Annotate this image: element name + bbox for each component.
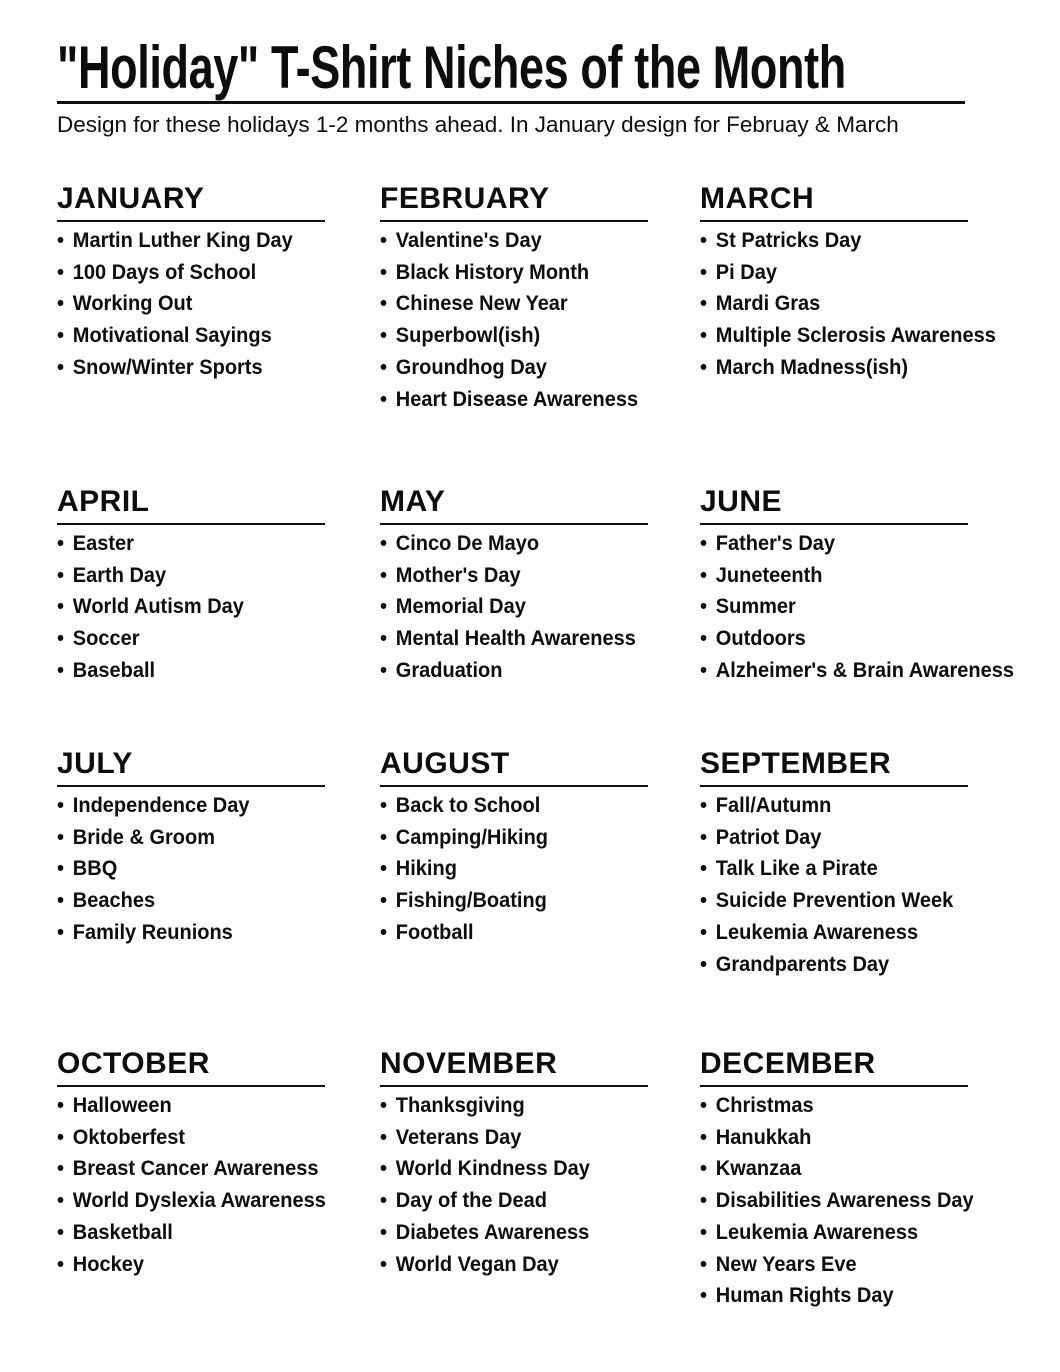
month-heading: JUNE [700, 487, 968, 525]
list-item: • Halloween [57, 1090, 357, 1122]
month-section-march [700, 184, 1030, 415]
month-list [380, 528, 700, 687]
list-item: • St Patricks Day [700, 225, 1007, 257]
month-row-2 [57, 487, 1030, 687]
list-item: • World Dyslexia Awareness [57, 1185, 357, 1217]
list-item: • Mardi Gras [700, 288, 1007, 320]
list-item: • Camping/Hiking [380, 822, 678, 854]
list-item: • Diabetes Awareness [380, 1217, 678, 1249]
list-item: • 100 Days of School [57, 257, 357, 289]
month-list [700, 790, 1030, 980]
list-item: • Easter [57, 528, 357, 560]
list-item: • Outdoors [700, 623, 1007, 655]
month-list [380, 1090, 700, 1280]
list-item: • Alzheimer's & Brain Awareness [700, 655, 1007, 687]
month-heading: FEBRUARY [380, 184, 648, 222]
list-item: • Beaches [57, 885, 357, 917]
list-item: • World Kindness Day [380, 1153, 678, 1185]
month-heading: SEPTEMBER [700, 749, 968, 787]
list-item: • Breast Cancer Awareness [57, 1153, 357, 1185]
month-heading: AUGUST [380, 749, 648, 787]
month-heading: JULY [57, 749, 325, 787]
month-section-january [57, 184, 380, 415]
list-item: • Baseball [57, 655, 357, 687]
month-row-1 [57, 184, 1030, 415]
month-section-june [700, 487, 1030, 687]
list-item: • Football [380, 917, 678, 949]
list-item: • Family Reunions [57, 917, 357, 949]
list-item: • Grandparents Day [700, 949, 1007, 981]
month-row-4 [57, 1049, 1030, 1312]
list-item: • Martin Luther King Day [57, 225, 357, 257]
list-item: • Basketball [57, 1217, 357, 1249]
page-title: "Holiday" T-Shirt Niches of the Month [57, 34, 846, 101]
month-list [57, 790, 380, 949]
month-section-december [700, 1049, 1030, 1312]
list-item: • Multiple Sclerosis Awareness [700, 320, 1007, 352]
list-item: • Superbowl(ish) [380, 320, 678, 352]
month-section-september [700, 749, 1030, 980]
month-heading: MARCH [700, 184, 968, 222]
month-heading: JANUARY [57, 184, 325, 222]
list-item: • New Years Eve [700, 1249, 1007, 1281]
list-item: • Hockey [57, 1249, 357, 1281]
month-heading: NOVEMBER [380, 1049, 648, 1087]
list-item: • Cinco De Mayo [380, 528, 678, 560]
list-item: • Mother's Day [380, 560, 678, 592]
list-item: • Talk Like a Pirate [700, 853, 1007, 885]
month-section-july [57, 749, 380, 980]
month-list [700, 1090, 1030, 1312]
list-item: • Hiking [380, 853, 678, 885]
list-item: • Black History Month [380, 257, 678, 289]
list-item: • Disabilities Awareness Day [700, 1185, 1007, 1217]
month-heading: APRIL [57, 487, 325, 525]
month-heading: DECEMBER [700, 1049, 968, 1087]
list-item: • Juneteenth [700, 560, 1007, 592]
month-list [380, 790, 700, 949]
list-item: • World Vegan Day [380, 1249, 678, 1281]
month-heading: OCTOBER [57, 1049, 325, 1087]
subtitle: Design for these holidays 1-2 months ahead. In January design for Februay & March [57, 112, 899, 137]
list-item: • Suicide Prevention Week [700, 885, 1007, 917]
list-item: • Independence Day [57, 790, 357, 822]
list-item: • Valentine's Day [380, 225, 678, 257]
month-section-may [380, 487, 700, 687]
list-item: • Memorial Day [380, 591, 678, 623]
list-item: • Hanukkah [700, 1122, 1007, 1154]
list-item: • Oktoberfest [57, 1122, 357, 1154]
list-item: • Motivational Sayings [57, 320, 357, 352]
list-item: • Father's Day [700, 528, 1007, 560]
month-section-november [380, 1049, 700, 1312]
list-item: • Kwanzaa [700, 1153, 1007, 1185]
list-item: • Snow/Winter Sports [57, 352, 357, 384]
list-item: • Soccer [57, 623, 357, 655]
list-item: • World Autism Day [57, 591, 357, 623]
month-list [57, 225, 380, 384]
list-item: • Groundhog Day [380, 352, 678, 384]
month-row-3 [57, 749, 1030, 980]
month-section-august [380, 749, 700, 980]
month-section-february [380, 184, 700, 415]
list-item: • Bride & Groom [57, 822, 357, 854]
list-item: • Fall/Autumn [700, 790, 1007, 822]
list-item: • BBQ [57, 853, 357, 885]
list-item: • Veterans Day [380, 1122, 678, 1154]
month-list [700, 225, 1030, 384]
list-item: • Human Rights Day [700, 1280, 1007, 1312]
list-item: • Mental Health Awareness [380, 623, 678, 655]
list-item: • Fishing/Boating [380, 885, 678, 917]
list-item: • Leukemia Awareness [700, 917, 1007, 949]
list-item: • Graduation [380, 655, 678, 687]
month-list [57, 1090, 380, 1280]
month-section-october [57, 1049, 380, 1312]
title-underline [57, 34, 965, 104]
month-section-april [57, 487, 380, 687]
list-item: • Pi Day [700, 257, 1007, 289]
list-item: • Earth Day [57, 560, 357, 592]
list-item: • March Madness(ish) [700, 352, 1007, 384]
month-heading: MAY [380, 487, 648, 525]
month-list [700, 528, 1030, 687]
list-item: • Summer [700, 591, 1007, 623]
list-item: • Back to School [380, 790, 678, 822]
list-item: • Day of the Dead [380, 1185, 678, 1217]
list-item: • Working Out [57, 288, 357, 320]
list-item: • Chinese New Year [380, 288, 678, 320]
month-list [57, 528, 380, 687]
list-item: • Leukemia Awareness [700, 1217, 1007, 1249]
month-list [380, 225, 700, 415]
list-item: • Christmas [700, 1090, 1007, 1122]
list-item: • Patriot Day [700, 822, 1007, 854]
list-item: • Heart Disease Awareness [380, 384, 678, 416]
list-item: • Thanksgiving [380, 1090, 678, 1122]
header [57, 34, 965, 138]
